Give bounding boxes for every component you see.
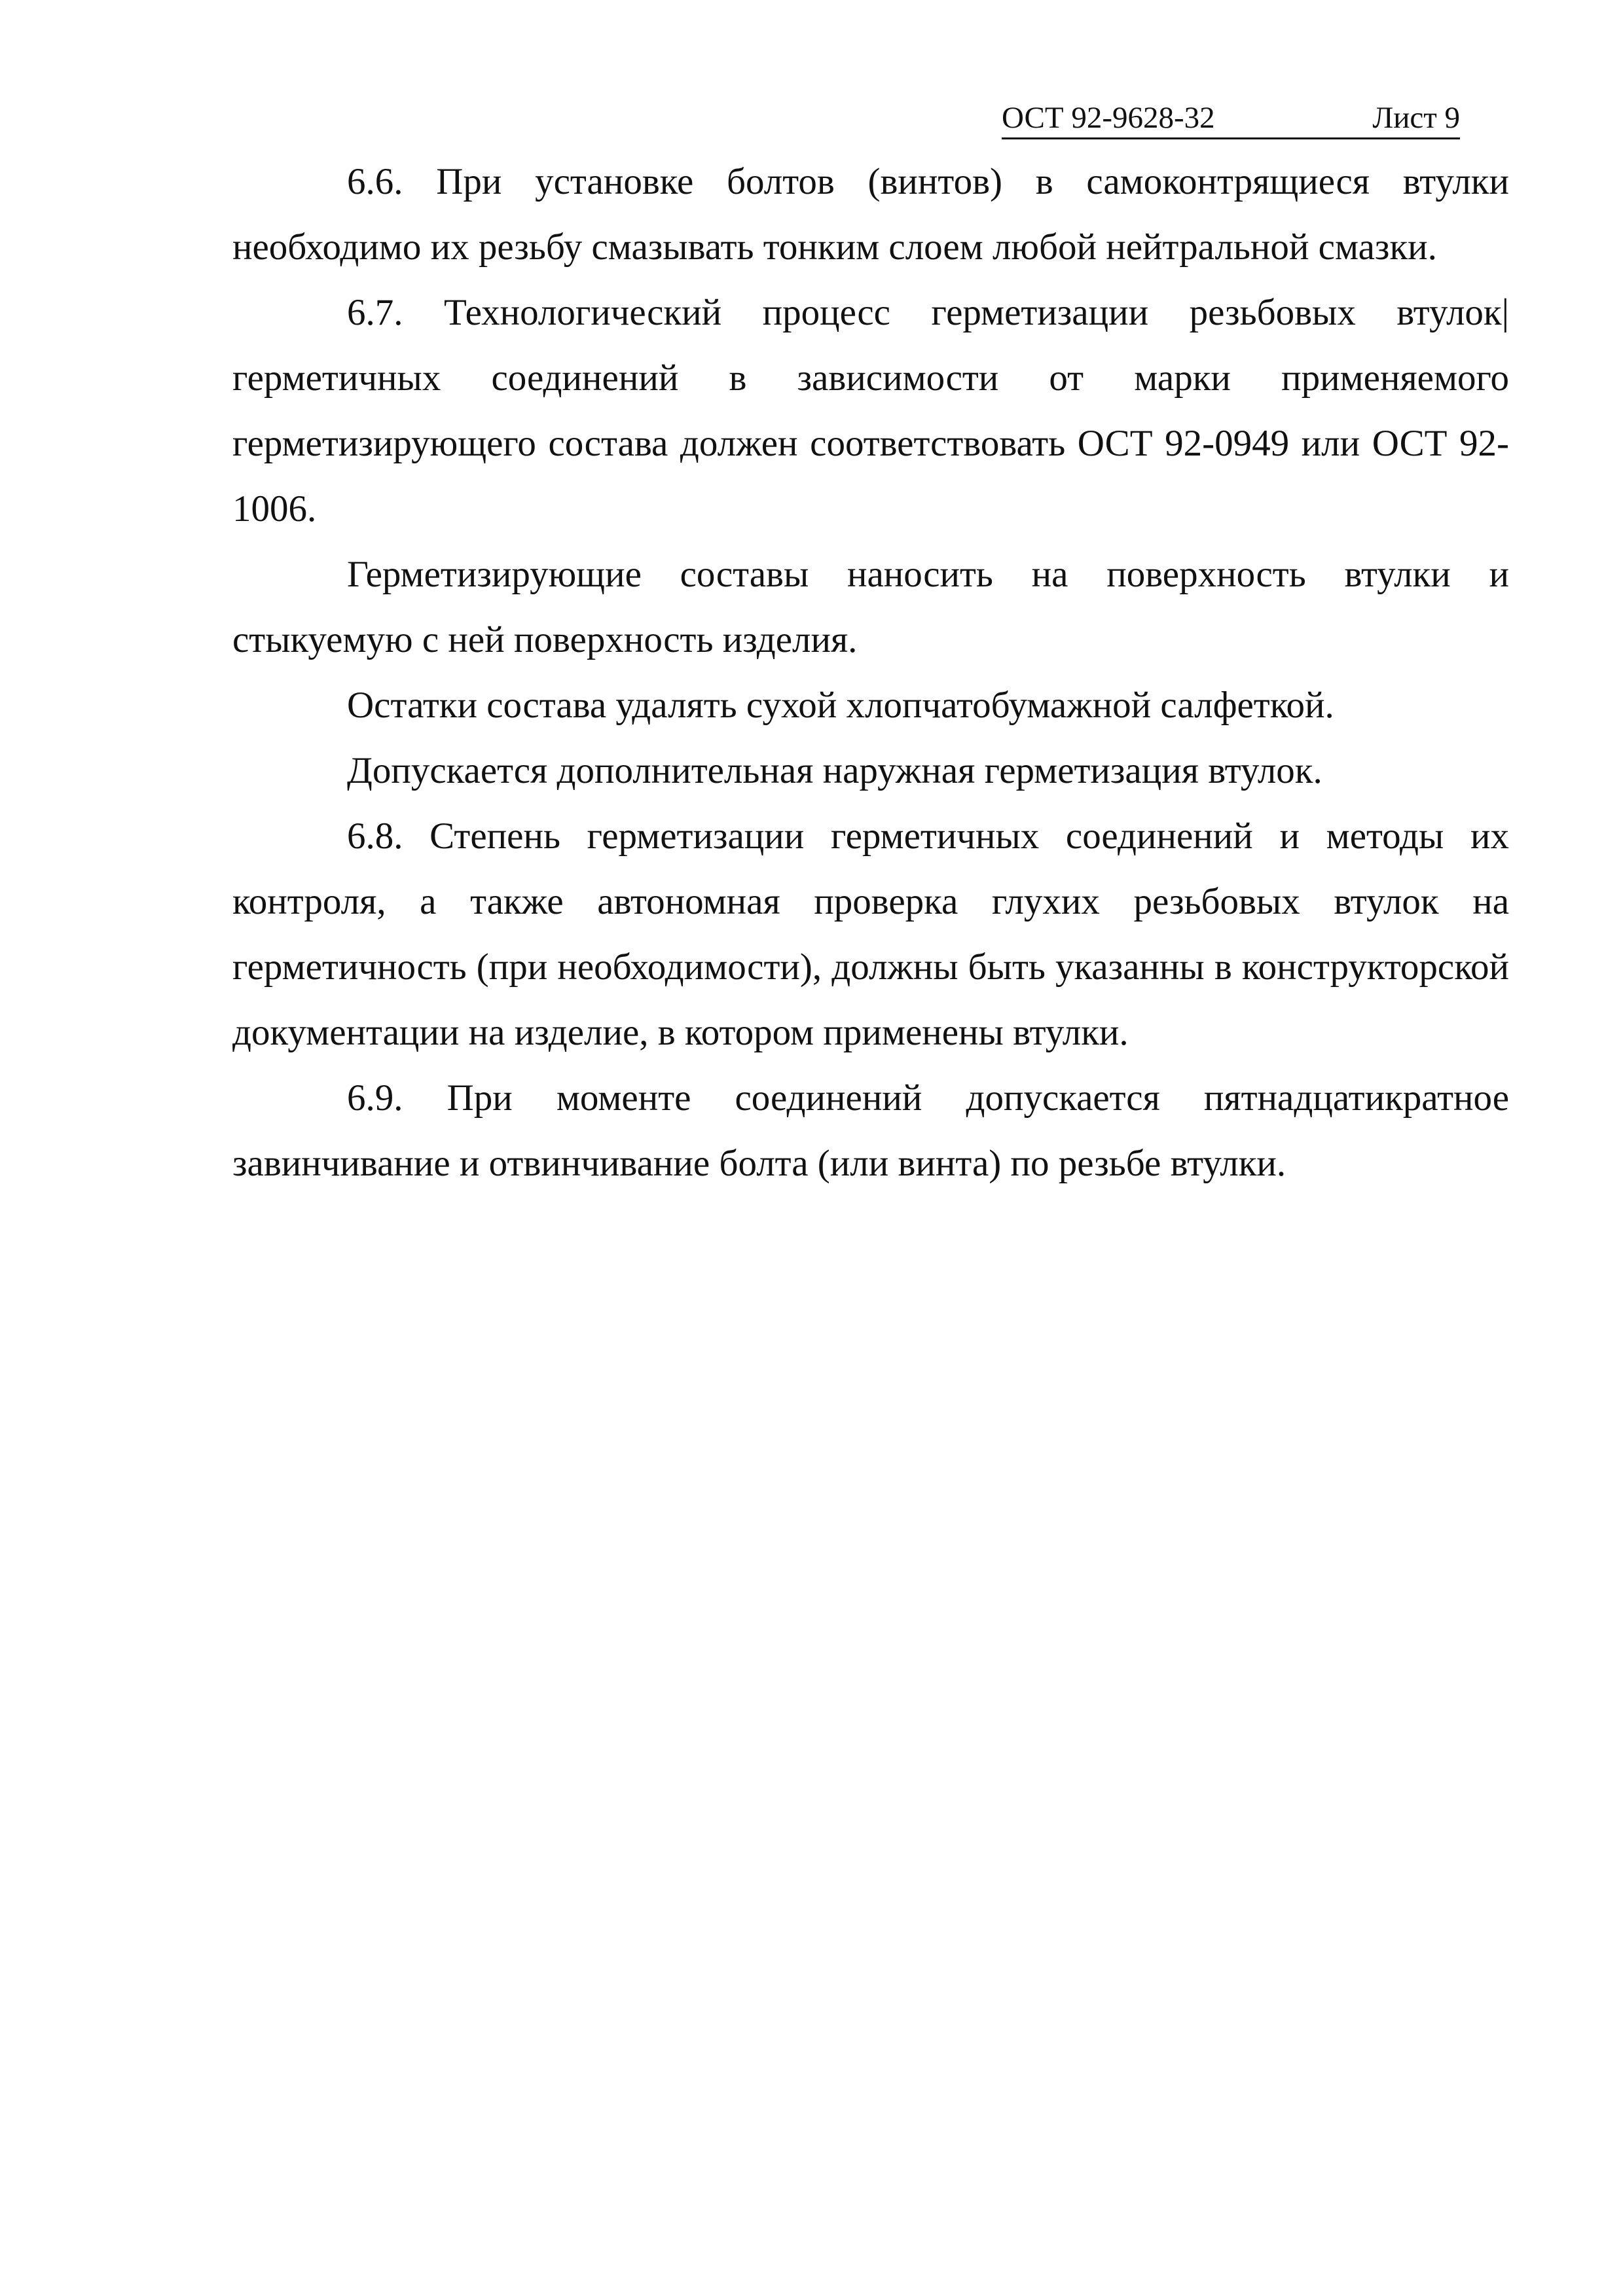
document-code: ОСТ 92-9628-32	[1002, 101, 1215, 135]
paragraph-additional-sealing: Допускается дополнительная наружная герметизация втулок.	[347, 750, 1322, 791]
paragraph-6-8: 6.8. Степень герметизации герметичных соединений и методы их контроля, а также автономная проверка глухих резьбовых втулок на герметичность (при необходимости), должны быть указанны в конструкторской документации на изделие, в котором применены втулки.	[232, 816, 1509, 1053]
paragraph-sealant-application: Герметизирующие составы наносить на поверхность втулки и стыкуемую с ней поверхность изделия.	[232, 554, 1509, 660]
paragraph-residue-removal: Остатки состава удалять сухой хлопчатобумажной салфеткой.	[347, 685, 1334, 726]
paragraph-6-6: 6.6. При установке болтов (винтов) в самоконтрящиеся втулки необходимо их резьбу смазывать тонким слоем любой нейтральной смазки.	[232, 161, 1509, 268]
paragraph-6-7: 6.7. Технологический процесс герметизации резьбовых втулок| герметичных соединений в зависимости от марки применяемого герметизирующего состава должен соответствовать ОСТ 92-0949 или ОСТ 92-1006.	[232, 292, 1509, 529]
page-header	[1002, 98, 1460, 139]
document-body	[232, 149, 1509, 1196]
paragraph-6-9: 6.9. При моменте соединений допускается пятнадцатикратное завинчивание и отвинчивание болта (или винта) по резьбе втулки.	[232, 1077, 1509, 1184]
sheet-number: Лист 9	[1372, 101, 1460, 135]
